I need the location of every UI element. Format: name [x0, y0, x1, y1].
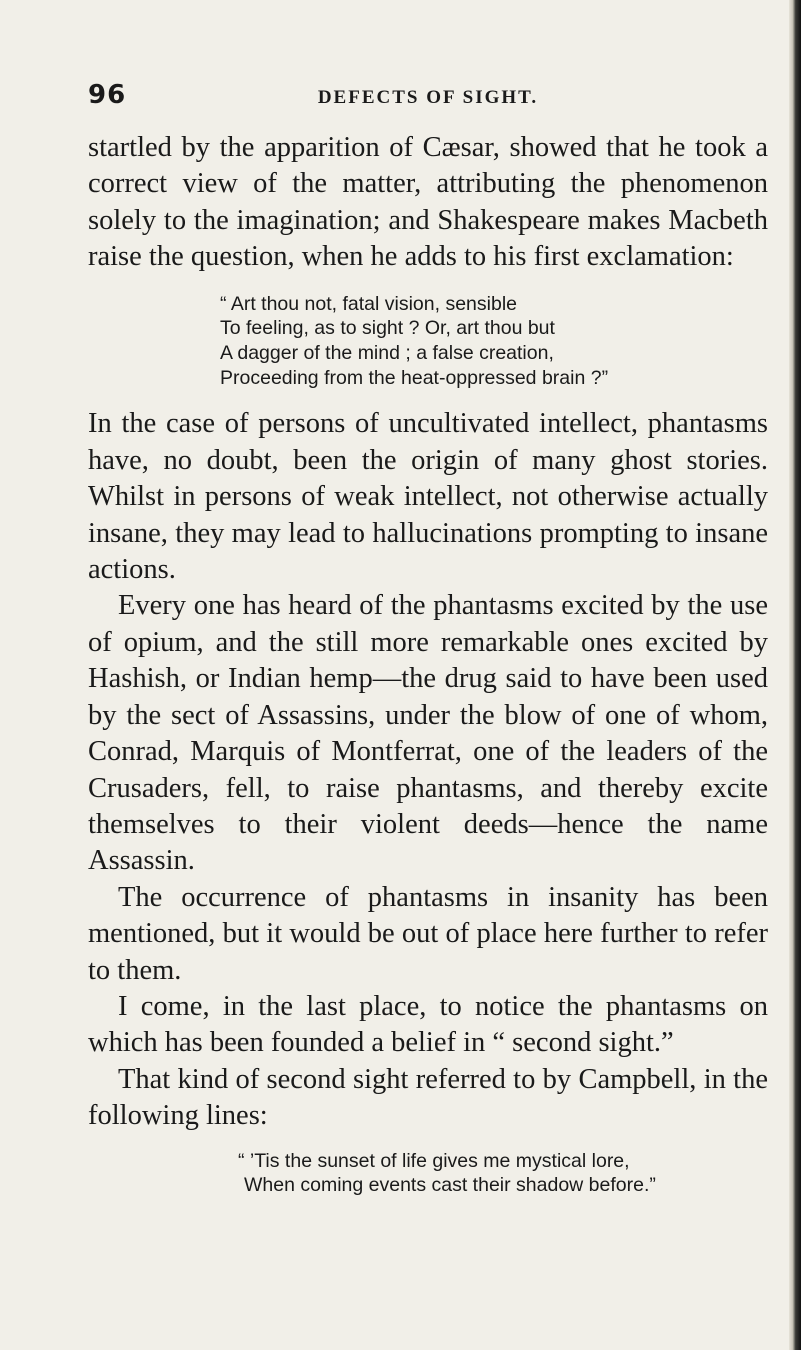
paragraph-1: startled by the apparition of Cæsar, showed that he took a correct view of the matter, attributing the phenomenon solely to the imagination; and Shakespeare makes Macbeth raise the question, when he adds to his first exclamation: [88, 132, 768, 273]
campbell-quote [238, 1149, 768, 1198]
page-header [88, 80, 768, 114]
paragraph-4: The occurrence of phantasms in insanity has been mentioned, but it would be out of place here further to refer to them. [88, 881, 768, 986]
verse-line: A dagger of the mind ; a false creation, [220, 342, 554, 365]
macbeth-quote [220, 292, 768, 391]
running-head: DEFECTS OF SIGHT. [317, 87, 539, 108]
verse-line: When coming events cast their shadow before.” [244, 1174, 656, 1197]
verse-line: Proceeding from the heat-oppressed brain ?” [220, 366, 609, 389]
paragraph-2: In the case of persons of uncultivated intellect, phantasms have, no doubt, been the origin of many ghost stories. Whilst in persons of weak intellect, not otherwise actually insane, they may lead to hallucinations prompting to insane actions. [88, 408, 768, 586]
page-number: 96 [88, 80, 127, 110]
page-edge-shadow [789, 0, 801, 1350]
paragraph-5: I come, in the last place, to notice the phantasms on which has been founded a belief in “ second sight.” [88, 990, 768, 1059]
paragraph-3: Every one has heard of the phantasms excited by the use of opium, and the still more remarkable ones excited by Hashish, or Indian hemp—the drug said to have been used by the sect of Assassins, under the blow of one of whom, Conrad, Marquis of Montferrat, one of the leaders of the Crusaders, fell, to raise phantasms, and thereby excite themselves to their violent deeds—hence the name Assassin. [88, 590, 768, 877]
verse-line: “ Art thou not, fatal vision, sensible [220, 292, 517, 315]
verse-line: “ ’Tis the sunset of life gives me mystical lore, [238, 1149, 630, 1172]
body-text [88, 130, 768, 1214]
verse-line: To feeling, as to sight ? Or, art thou but [220, 317, 555, 340]
paragraph-6: That kind of second sight referred to by Campbell, in the following lines: [88, 1063, 768, 1132]
